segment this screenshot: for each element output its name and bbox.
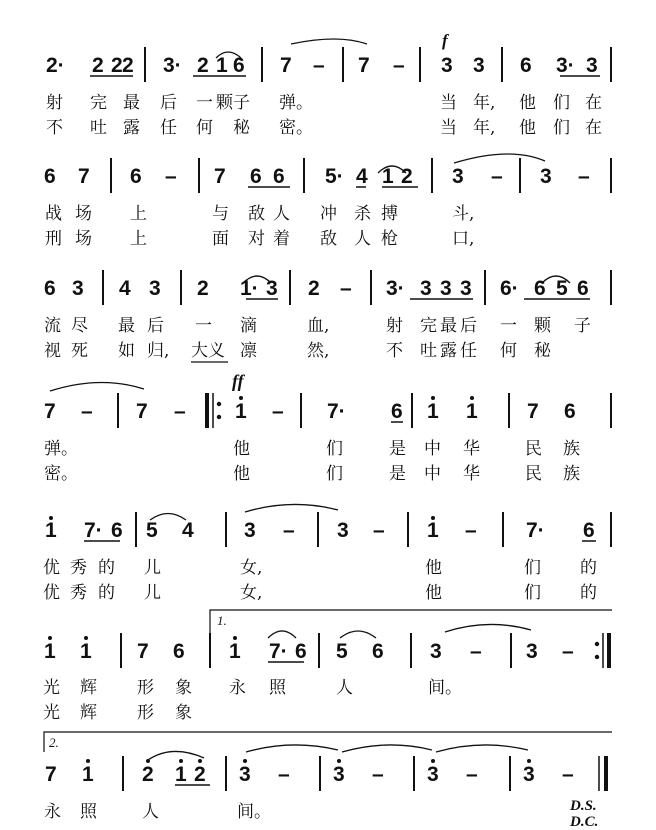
note: – (393, 54, 405, 77)
lyric: 场 (75, 204, 92, 224)
note: 2 (197, 277, 209, 300)
lyric: 永 (229, 678, 246, 698)
note: 7 (137, 640, 149, 663)
note: 3 (452, 165, 464, 188)
lyric: 优 (43, 583, 60, 603)
note: 2 (142, 763, 154, 786)
note: 5· (325, 165, 344, 188)
lyric: 刑 (45, 229, 62, 249)
lyric: 年, (473, 93, 496, 113)
lyric: 辉 (80, 678, 97, 698)
note: 3 (473, 54, 485, 77)
lyric: 死 (71, 341, 88, 361)
lyric: 不 (386, 341, 403, 361)
lyric: 们 (553, 93, 570, 113)
lyric: 后 (160, 93, 177, 113)
lyric: 凛 (240, 341, 257, 361)
lyric: 不 (46, 118, 63, 138)
note: 4 (119, 277, 131, 300)
lyric: 民 (525, 464, 542, 484)
dynamic-forte: f (442, 31, 448, 50)
lyric: 秘 (233, 118, 250, 138)
lyric: 上 (130, 229, 147, 249)
lyric: 秘 (534, 341, 551, 361)
lyric: 象 (175, 703, 192, 723)
lyric: 流 (44, 316, 61, 336)
note: 6 (44, 165, 56, 188)
note: 3 (526, 640, 538, 663)
lyric: 们 (553, 118, 570, 138)
lyric: 人 (273, 204, 290, 224)
dal-segno-mark: D.S. (570, 798, 597, 814)
lyric: 着 (273, 229, 290, 249)
note: 7 (214, 165, 226, 188)
note: 4 (356, 165, 368, 188)
lyric: 他 (425, 558, 442, 578)
lyric: 最 (123, 93, 140, 113)
lyric: 完 (420, 316, 437, 336)
da-capo-mark: D.C. (570, 814, 599, 830)
note: 7 (527, 400, 539, 423)
note: 3 (441, 54, 453, 77)
lyric: 最 (118, 316, 135, 336)
lyric: 他 (519, 118, 536, 138)
lyric: 然, (307, 341, 330, 361)
lyric: 搏 (381, 204, 398, 224)
repeat-end (595, 633, 609, 668)
note: – (466, 763, 478, 786)
lyric: 后 (147, 316, 164, 336)
note: – (373, 519, 385, 542)
note: 4 (182, 519, 194, 542)
lyric: 女, (240, 583, 263, 603)
note: 5 (336, 640, 348, 663)
note: – (272, 400, 284, 423)
note: 6 (577, 277, 589, 300)
lyric: 血, (307, 316, 330, 336)
note: 3 (420, 277, 432, 300)
lyric: 任 (160, 118, 177, 138)
tie (445, 624, 531, 632)
note: 6 (250, 165, 262, 188)
note: 1 (82, 763, 94, 786)
note: 3 (540, 165, 552, 188)
note: 6 (520, 54, 532, 77)
note: 5 (556, 277, 568, 300)
tie (454, 154, 545, 163)
lyric: 是 (389, 464, 406, 484)
lyric: 颗 (534, 316, 551, 336)
note: 3 (149, 277, 161, 300)
lyric: 儿 (144, 558, 161, 578)
volta-label: 1. (217, 613, 227, 628)
note: 6· (500, 277, 519, 300)
note: 6 (44, 277, 56, 300)
slur (340, 631, 376, 638)
note: 3 (427, 763, 439, 786)
note: 3 (440, 277, 452, 300)
note: 6 (173, 640, 185, 663)
system-4 (44, 371, 611, 484)
lyric: 们 (524, 583, 541, 603)
lyric: 滴 (240, 316, 257, 336)
note: 3 (430, 640, 442, 663)
note: 6 (295, 640, 307, 663)
lyric: 子 (233, 93, 250, 113)
note: 2 (122, 54, 134, 77)
lyric: 人 (354, 229, 371, 249)
lyric: 密。 (44, 464, 78, 484)
lyric: 完 (90, 93, 107, 113)
lyric: 吐 (90, 118, 107, 138)
note: 2 (92, 54, 104, 77)
lyric: 在 (585, 93, 602, 113)
note: 7 (44, 400, 56, 423)
lyric: 光 (43, 678, 60, 698)
lyric: 们 (326, 439, 343, 459)
note: 2· (46, 54, 65, 77)
note: 1 (45, 519, 57, 542)
lyric: 弹。 (279, 93, 313, 113)
lyric: 尽 (71, 316, 88, 336)
lyric: 如 (118, 341, 135, 361)
lyric: 当 (440, 93, 457, 113)
repeat-start (207, 393, 221, 428)
note: 1 (427, 519, 439, 542)
lyric: 场 (75, 229, 92, 249)
lyric: 上 (130, 204, 147, 224)
note: 1 (427, 400, 439, 423)
dynamic-fortissimo: ff (232, 371, 244, 391)
lyric: 的 (580, 583, 597, 603)
lyric: 是 (389, 439, 406, 459)
lyric: 当 (440, 118, 457, 138)
note: 1· (240, 277, 259, 300)
note: 3 (239, 763, 251, 786)
tie (436, 745, 528, 752)
note: 3 (523, 763, 535, 786)
note: 7· (327, 400, 346, 423)
lyric: 们 (326, 464, 343, 484)
lyric: 与 (212, 204, 229, 224)
lyric: 华 (463, 439, 480, 459)
note: – (278, 763, 290, 786)
note: 1 (216, 54, 228, 77)
lyric: 敌 (248, 204, 265, 224)
note: 2 (194, 763, 206, 786)
note: 3 (586, 54, 598, 77)
lyric: 秀 (70, 558, 87, 578)
system-5 (43, 504, 611, 603)
lyric: 秀 (70, 583, 87, 603)
note: – (174, 400, 186, 423)
volta-label: 2. (49, 735, 59, 750)
lyric: 露 (123, 118, 140, 138)
lyric: 年, (473, 118, 496, 138)
lyric: 杀 (354, 204, 371, 224)
note: 6 (372, 640, 384, 663)
lyric: 口, (452, 229, 475, 249)
volta-bracket-1 (210, 610, 612, 636)
lyric: 后 (460, 316, 477, 336)
lyric: 面 (212, 229, 229, 249)
lyric: 儿 (144, 583, 161, 603)
lyric: 一 (500, 316, 517, 336)
lyric: 照 (80, 802, 97, 822)
note: 6 (583, 519, 595, 542)
note: – (313, 54, 325, 77)
note: 7· (269, 640, 288, 663)
note: 3 (266, 277, 278, 300)
lyric: 子 (574, 316, 591, 336)
lyric: 的 (98, 558, 115, 578)
lyric: 女, (240, 558, 263, 578)
note: – (491, 165, 503, 188)
note: 7 (280, 54, 292, 77)
note: – (465, 519, 477, 542)
lyric: 敌 (320, 229, 337, 249)
lyric: 枪 (381, 229, 398, 249)
lyric: 冲 (320, 204, 337, 224)
note: – (283, 519, 295, 542)
note: – (470, 640, 482, 663)
note: – (165, 165, 177, 188)
lyric: 们 (524, 558, 541, 578)
slur (268, 631, 296, 638)
note: 6 (564, 400, 576, 423)
note: 2 (401, 165, 413, 188)
lyric: 间。 (237, 802, 271, 822)
lyric: 任 (460, 341, 477, 361)
slur (148, 751, 204, 760)
note: 6 (534, 277, 546, 300)
lyric: 弹。 (44, 439, 78, 459)
lyric: 人 (336, 678, 353, 698)
lyric: 永 (44, 802, 61, 822)
note: – (340, 277, 352, 300)
note: 6 (391, 400, 403, 423)
note: 3 (460, 277, 472, 300)
lyric: 何 (196, 118, 213, 138)
system-1 (46, 31, 611, 138)
tie (291, 39, 367, 44)
note: 6 (233, 54, 245, 77)
lyric: 一 (196, 93, 213, 113)
lyric: 人 (142, 802, 159, 822)
note: 2 (308, 277, 320, 300)
lyric: 吐 (420, 341, 437, 361)
lyric: 形 (137, 703, 154, 723)
note: 2 (197, 54, 209, 77)
lyric: 形 (137, 678, 154, 698)
note: 5 (146, 519, 158, 542)
tie (342, 745, 432, 752)
lyric: 射 (46, 93, 63, 113)
note: 3 (72, 277, 84, 300)
lyric: 间。 (428, 678, 462, 698)
lyric: 的 (98, 583, 115, 603)
lyric: 中 (424, 439, 441, 459)
lyric: 射 (386, 316, 403, 336)
system-3 (44, 270, 611, 362)
lyric: 大义 (191, 341, 225, 361)
system-6 (43, 610, 612, 723)
tie (50, 382, 144, 391)
lyric: 对 (248, 229, 265, 249)
note: 3 (337, 519, 349, 542)
note: 1 (44, 640, 56, 663)
note: 1 (229, 640, 241, 663)
lyric: 一 (195, 316, 212, 336)
lyric: 战 (45, 204, 62, 224)
note: 6 (273, 165, 285, 188)
lyric: 优 (43, 558, 60, 578)
lyric: 归, (147, 341, 170, 361)
lyric: 族 (563, 464, 580, 484)
lyric: 他 (233, 464, 250, 484)
lyric: 象 (175, 678, 192, 698)
note: 1 (175, 763, 187, 786)
note: 3 (333, 763, 345, 786)
lyric: 的 (580, 558, 597, 578)
note: – (578, 165, 590, 188)
note: 7 (78, 165, 90, 188)
lyric: 华 (463, 464, 480, 484)
note: 6 (111, 519, 123, 542)
note: 3· (556, 54, 575, 77)
note: 1 (80, 640, 92, 663)
note: 3· (163, 54, 182, 77)
note: 7 (358, 54, 370, 77)
lyric: 他 (519, 93, 536, 113)
note: – (81, 400, 93, 423)
system-7 (44, 732, 612, 830)
lyric: 颗 (216, 93, 233, 113)
note: 7 (136, 400, 148, 423)
note: 3 (244, 519, 256, 542)
lyric: 他 (425, 583, 442, 603)
note: 1 (235, 400, 247, 423)
lyric: 密。 (279, 118, 313, 138)
volta-bracket-2 (44, 732, 612, 752)
tie (245, 504, 338, 512)
lyric: 他 (233, 439, 250, 459)
lyric: 族 (563, 439, 580, 459)
lyric: 照 (269, 678, 286, 698)
note: 7· (84, 519, 103, 542)
note: – (562, 640, 574, 663)
note: 6 (130, 165, 142, 188)
lyric: 在 (585, 118, 602, 138)
note: 7 (45, 763, 57, 786)
lyric: 露 (440, 341, 457, 361)
lyric: 中 (424, 464, 441, 484)
note: 2 (111, 54, 123, 77)
system-2 (44, 154, 611, 249)
final-barline (599, 756, 606, 791)
note: – (372, 763, 384, 786)
note: 7· (526, 519, 545, 542)
lyric: 斗, (452, 204, 475, 224)
note: 1 (382, 165, 394, 188)
note: 3· (386, 277, 405, 300)
tie (246, 745, 338, 752)
note: – (562, 763, 574, 786)
lyric: 视 (44, 341, 61, 361)
note: 1 (466, 400, 478, 423)
lyric: 最 (440, 316, 457, 336)
lyric: 民 (525, 439, 542, 459)
lyric: 何 (500, 341, 517, 361)
lyric: 光 (43, 703, 60, 723)
lyric: 辉 (80, 703, 97, 723)
